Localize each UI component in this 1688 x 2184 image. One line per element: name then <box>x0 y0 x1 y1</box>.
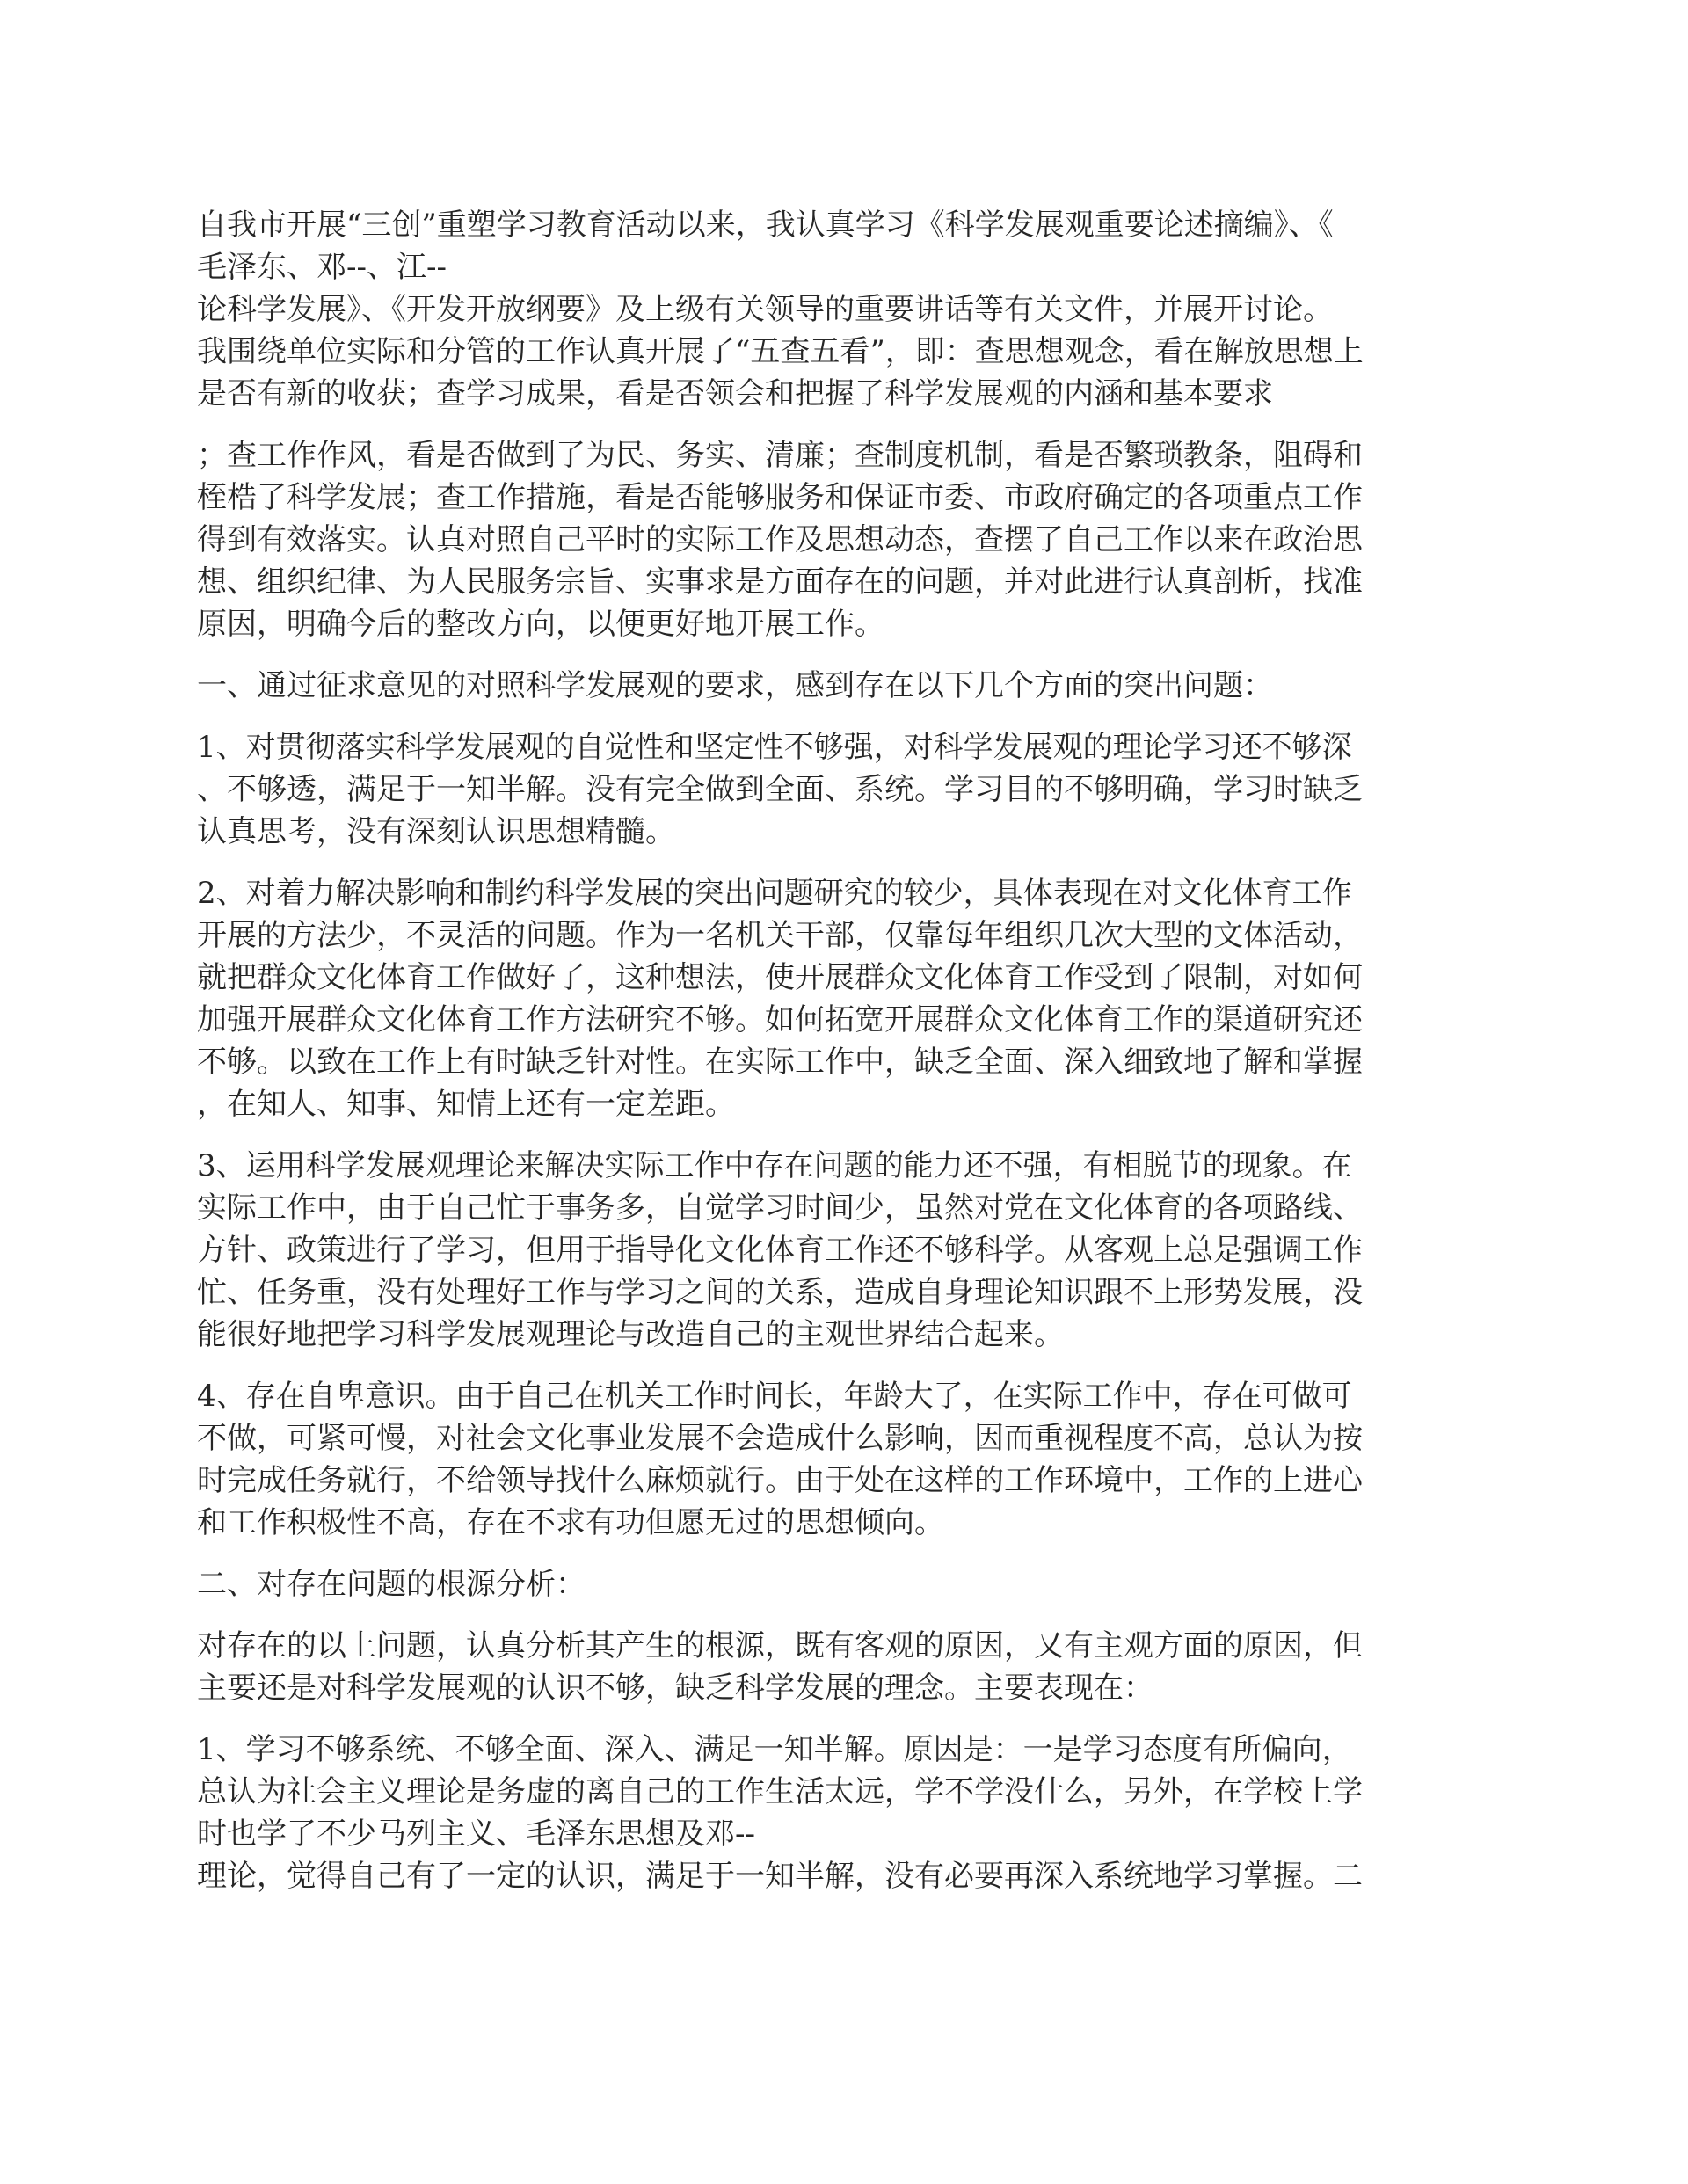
text-line: 就把群众文化体育工作做好了，这种想法，使开展群众文化体育工作受到了限制，对如何 <box>197 960 1363 995</box>
text-line: 毛泽东、邓--、江-- <box>197 250 447 285</box>
text-line: 论科学发展》、《开发开放纲要》及上级有关领导的重要讲话等有关文件，并展开讨论。 <box>197 292 1333 327</box>
text-line: 总认为社会主义理论是务虚的离自己的工作生活太远，学不学没什么，另外，在学校上学 <box>197 1774 1363 1809</box>
paragraph <box>197 726 1489 853</box>
text-line: 忙、任务重，没有处理好工作与学习之间的关系，造成自身理论知识跟不上形势发展，没 <box>197 1275 1363 1310</box>
paragraph <box>197 872 1489 1125</box>
text-line: 桎梏了科学发展；查工作措施，看是否能够服务和保证市委、市政府确定的各项重点工作 <box>197 480 1363 515</box>
paragraph <box>197 665 1489 707</box>
text-line: 一、通过征求意见的对照科学发展观的要求，感到存在以下几个方面的突出问题： <box>197 668 1273 703</box>
paragraph <box>197 1625 1489 1709</box>
text-line: 实际工作中，由于自己忙于事务多，自觉学习时间少，虽然对党在文化体育的各项路线、 <box>197 1190 1363 1226</box>
paragraph <box>197 434 1489 645</box>
text-line: 4、存在自卑意识。由于自己在机关工作时间长，年龄大了，在实际工作中，存在可做可 <box>197 1379 1352 1414</box>
text-line: 想、组织纪律、为人民服务宗旨、实事求是方面存在的问题，并对此进行认真剖析，找准 <box>197 564 1363 600</box>
text-line: 2、对着力解决影响和制约科学发展的突出问题研究的较少，具体表现在对文化体育工作 <box>197 876 1352 911</box>
text-line: 时完成任务就行，不给领导找什么麻烦就行。由于处在这样的工作环境中，工作的上进心 <box>197 1463 1363 1498</box>
text-line: 我围绕单位实际和分管的工作认真开展了“五查五看”，即：查思想观念，看在解放思想上 <box>197 334 1364 369</box>
text-line: 是否有新的收获；查学习成果，看是否领会和把握了科学发展观的内涵和基本要求 <box>197 376 1273 411</box>
text-line: 和工作积极性不高，存在不求有功但愿无过的思想倾向。 <box>197 1505 944 1540</box>
text-line: 理论，觉得自己有了一定的认识，满足于一知半解，没有必要再深入系统地学习掌握。二 <box>197 1859 1363 1894</box>
paragraph <box>197 1145 1489 1356</box>
text-line: 1、对贯彻落实科学发展观的自觉性和坚定性不够强，对科学发展观的理论学习还不够深 <box>197 730 1352 765</box>
text-line: 3、运用科学发展观理论来解决实际工作中存在问题的能力还不强，有相脱节的现象。在 <box>197 1148 1352 1183</box>
text-line: 时也学了不少马列主义、毛泽东思想及邓-- <box>197 1816 755 1852</box>
text-line: 方针、政策进行了学习，但用于指导化文化体育工作还不够科学。从客观上总是强调工作 <box>197 1233 1363 1268</box>
text-line: 、不够透，满足于一知半解。没有完全做到全面、系统。学习目的不够明确，学习时缺乏 <box>197 772 1363 807</box>
text-line: 原因，明确今后的整改方向，以便更好地开展工作。 <box>197 607 884 642</box>
text-line: 自我市开展“三创”重塑学习教育活动以来，我认真学习《科学发展观重要论述摘编》、《 <box>197 207 1334 243</box>
text-line: 1、学习不够系统、不够全面、深入、满足一知半解。原因是：一是学习态度有所偏向， <box>197 1732 1352 1767</box>
paragraph <box>197 1563 1489 1605</box>
text-line: 得到有效落实。认真对照自己平时的实际工作及思想动态，查摆了自己工作以来在政治思 <box>197 522 1363 557</box>
text-line: ；查工作作风，看是否做到了为民、务实、清廉；查制度机制，看是否繁琐教条，阻碍和 <box>197 438 1363 473</box>
paragraph <box>197 204 1489 415</box>
text-line: 认真思考，没有深刻认识思想精髓。 <box>197 814 675 849</box>
text-line: 开展的方法少，不灵活的问题。作为一名机关干部，仅靠每年组织几次大型的文体活动， <box>197 918 1363 953</box>
text-line: 对存在的以上问题，认真分析其产生的根源，既有客观的原因，又有主观方面的原因，但 <box>197 1628 1363 1663</box>
text-line: 能很好地把学习科学发展观理论与改造自己的主观世界结合起来。 <box>197 1317 1064 1352</box>
text-line: 二、对存在问题的根源分析： <box>197 1567 586 1602</box>
paragraph <box>197 1375 1489 1544</box>
text-line: 主要还是对科学发展观的认识不够，缺乏科学发展的理念。主要表现在： <box>197 1671 1153 1706</box>
paragraph <box>197 1729 1489 1897</box>
text-line: ，在知人、知事、知情上还有一定差距。 <box>197 1087 735 1122</box>
text-line: 加强开展群众文化体育工作方法研究不够。如何拓宽开展群众文化体育工作的渠道研究还 <box>197 1002 1363 1037</box>
document-body <box>197 204 1489 1917</box>
text-line: 不做，可紧可慢，对社会文化事业发展不会造成什么影响，因而重视程度不高，总认为按 <box>197 1421 1363 1456</box>
text-line: 不够。以致在工作上有时缺乏针对性。在实际工作中，缺乏全面、深入细致地了解和掌握 <box>197 1045 1363 1080</box>
